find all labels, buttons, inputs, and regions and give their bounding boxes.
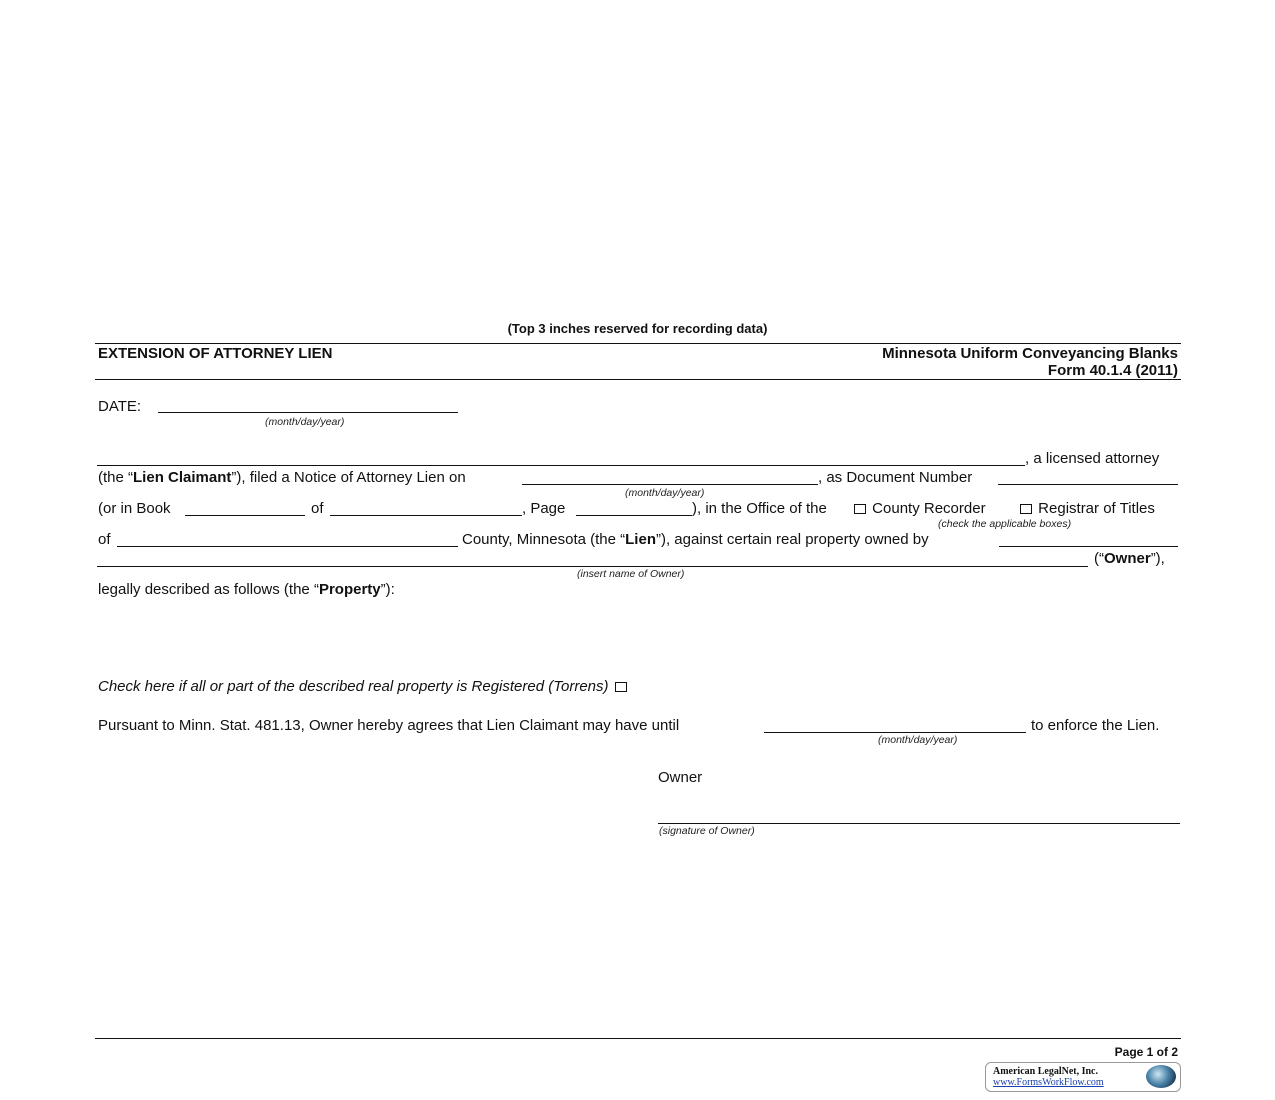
licensed-attorney-text: , a licensed attorney [1025, 450, 1160, 467]
lien-claimant-text: (the “Lien Claimant”), filed a Notice of Attorney Lien on [98, 469, 466, 486]
county-minnesota-text: County, Minnesota (the “Lien”), against certain real property owned by [462, 531, 929, 548]
date-input[interactable] [158, 412, 458, 413]
enforce-lien-text: to enforce the Lien. [1031, 717, 1160, 734]
legal-description-area[interactable] [98, 602, 1178, 668]
vendor-name: American LegalNet, Inc. [993, 1066, 1098, 1077]
footer-rule [95, 1038, 1181, 1039]
enforce-date-hint: (month/day/year) [878, 734, 958, 746]
lien-term: Lien [625, 531, 656, 548]
property-text: legally described as follows (the “Property”): [98, 581, 395, 598]
globe-icon [1146, 1065, 1176, 1088]
notice-date-input[interactable] [522, 484, 818, 485]
date-label: DATE: [98, 398, 142, 415]
owner-term: Owner [1104, 550, 1151, 567]
vendor-link[interactable]: www.FormsWorkFlow.com [993, 1077, 1104, 1088]
document-number-label: , as Document Number [818, 469, 973, 486]
form-series: Minnesota Uniform Conveyancing Blanks [882, 345, 1178, 362]
check-boxes-hint: (check the applicable boxes) [938, 518, 1072, 530]
office-of-text: ), in the Office of the [692, 500, 827, 517]
form-title: EXTENSION OF ATTORNEY LIEN [98, 345, 333, 362]
owner-signature-input[interactable] [658, 823, 1180, 824]
owner-signature-label: Owner [658, 769, 703, 786]
owner-name-input-1[interactable] [999, 546, 1178, 547]
registrar-option[interactable]: Registrar of Titles [1018, 500, 1155, 518]
recording-note: (Top 3 inches reserved for recording data) [507, 321, 768, 336]
attorney-name-input[interactable] [97, 465, 1025, 466]
notice-date-hint: (month/day/year) [625, 487, 705, 499]
page-input[interactable] [576, 515, 692, 516]
book-of-label: of [311, 500, 324, 517]
county-input[interactable] [117, 546, 458, 547]
registrar-checkbox[interactable] [1020, 504, 1032, 514]
page-indicator: Page 1 of 2 [1114, 1045, 1178, 1059]
torrens-checkbox[interactable] [615, 682, 627, 692]
page-label: , Page [522, 500, 566, 517]
form-number: Form 40.1.4 (2011) [1047, 362, 1178, 379]
vendor-logo[interactable] [985, 1062, 1181, 1092]
owner-name-input-2[interactable] [97, 566, 1088, 567]
document-number-input[interactable] [998, 484, 1178, 485]
owner-name-hint: (insert name of Owner) [577, 568, 685, 580]
property-term: Property [318, 581, 381, 598]
signature-hint: (signature of Owner) [659, 825, 755, 837]
owner-term-text: (“Owner”), [1094, 550, 1165, 567]
book-label: (or in Book [98, 500, 171, 517]
header-bottom-rule [95, 379, 1181, 380]
header-top-rule [95, 343, 1181, 344]
pursuant-text: Pursuant to Minn. Stat. 481.13, Owner hereby agrees that Lien Claimant may have until [98, 717, 680, 734]
date-hint: (month/day/year) [265, 416, 345, 428]
county-recorder-option[interactable]: County Recorder [852, 500, 986, 518]
torrens-row[interactable]: Check here if all or part of the described real property is Registered (Torrens) [98, 678, 629, 696]
book-of-input[interactable] [330, 515, 522, 516]
of-label: of [98, 531, 111, 548]
county-recorder-checkbox[interactable] [854, 504, 866, 514]
book-input[interactable] [185, 515, 305, 516]
enforce-until-date-input[interactable] [764, 732, 1026, 733]
lien-claimant-term: Lien Claimant [133, 469, 232, 486]
